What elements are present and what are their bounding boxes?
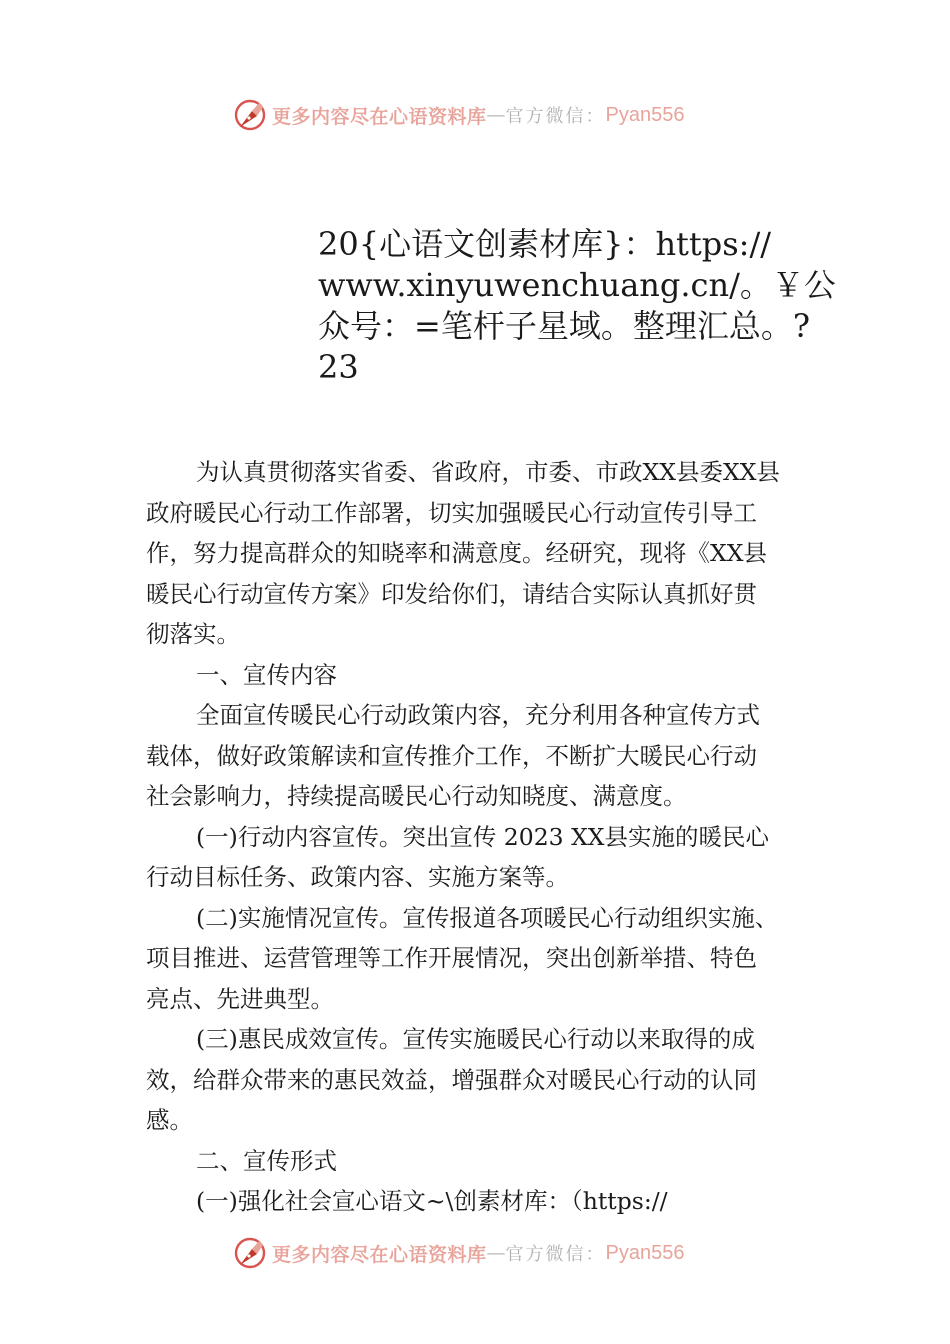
section-heading: 一、宣传内容 [196, 660, 337, 689]
body-line: 行动目标任务、政策内容、实施方案等。 [146, 863, 569, 891]
section-heading: 二、宣传形式 [196, 1146, 337, 1175]
body-line: 全面宣传暖民心行动政策内容，充分利用各种宣传方式 [196, 701, 760, 729]
body-line: 亮点、先进典型。 [146, 984, 334, 1013]
document-body [146, 452, 814, 1222]
banner-main-text: 更多内容尽在心语资料库 [272, 105, 487, 128]
banner-wechat-id: Pyan556 [605, 1241, 685, 1264]
title-line: 23 [318, 348, 359, 386]
body-line: (一)行动内容宣传。突出宣传 2023 XX县实施的暖民心 [196, 822, 770, 851]
title-line: 20{心语文创素材库}：https:// [318, 225, 772, 263]
body-line: (二)实施情况宣传。宣传报道各项暖民心行动组织实施、 [196, 903, 779, 932]
banner-main-text: 更多内容尽在心语资料库 [272, 1243, 487, 1266]
body-line: (三)惠民成效宣传。宣传实施暖民心行动以来取得的成 [196, 1025, 755, 1053]
title-line: 众号：=笔杆子星域。整理汇总。? [318, 307, 810, 345]
body-line: 项目推进、运营管理等工作开展情况，突出创新举措、特色 [146, 944, 757, 972]
banner-wechat-id: Pyan556 [605, 103, 685, 126]
banner-separator: — [486, 104, 506, 126]
body-line: 社会影响力，持续提高暖民心行动知晓度、满意度。 [146, 782, 687, 810]
body-line: 为认真贯彻落实省委、省政府，市委、市政XX县委XX县 [196, 458, 780, 486]
body-line: (一)强化社会宣心语文~\创素材库：（https:// [196, 1187, 668, 1215]
footer-banner [232, 1233, 684, 1273]
body-line: 政府暖民心行动工作部署，切实加强暖民心行动宣传引导工 [146, 498, 757, 527]
body-line: 作，努力提高群众的知晓率和满意度。经研究，现将《XX县 [146, 539, 767, 567]
title-line: www.xinyuwenchuang.cn/。￥公 [318, 266, 836, 304]
document-title [318, 224, 858, 388]
body-line: 暖民心行动宣传方案》印发给你们，请结合实际认真抓好贯 [146, 579, 757, 608]
header-banner [232, 95, 684, 135]
pen-nib-logo-icon [232, 97, 268, 133]
banner-separator: — [486, 1242, 506, 1264]
body-line: 感。 [146, 1106, 193, 1134]
body-line: 效，给群众带来的惠民效益，增强群众对暖民心行动的认同 [146, 1065, 757, 1094]
banner-wechat-label: 官方微信： [505, 106, 606, 127]
body-line: 彻落实。 [146, 620, 240, 648]
banner-wechat-label: 官方微信： [505, 1244, 606, 1265]
pen-nib-logo-icon [232, 1235, 268, 1271]
body-line: 载体，做好政策解读和宣传推介工作，不断扩大暖民心行动 [146, 741, 757, 770]
